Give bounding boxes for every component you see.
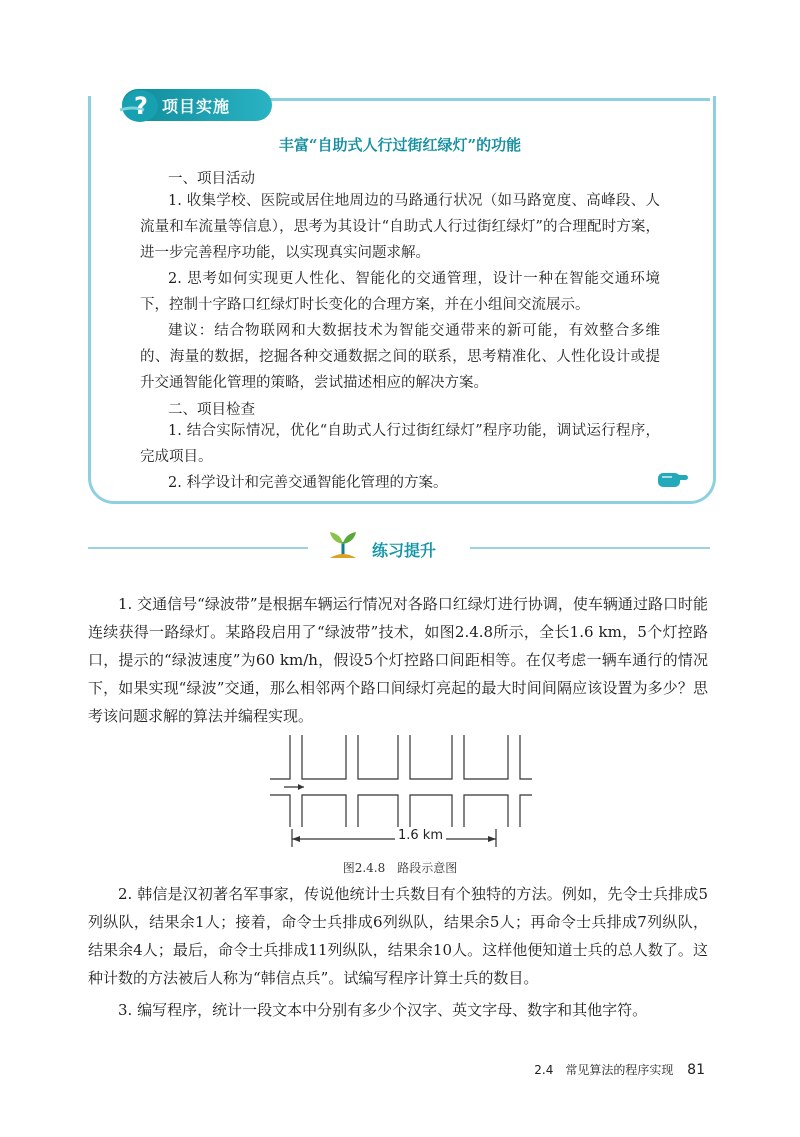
project-box-top-border [262, 98, 710, 101]
section-heading-check: 二、项目检查 [168, 402, 255, 418]
check-2: 2. 科学设计和完善交通智能化管理的方案。 [168, 475, 448, 491]
sprout-icon [326, 528, 360, 562]
question-2: 2. 韩信是汉初著名军事家，传说他统计士兵数目有个独特的方法。例如，先令士兵排成5列纵队，结果余1人；接着，命令士兵排成6列纵队，结果余5人；再命令士兵排成7列纵队，结果余4人；最后，命令士兵排成11列纵队，结果余10人。这样他便知道士兵的总人数了。这种计数的方法被后人称为“韩信点兵”。试编写程序计算士兵的数目。 [88, 885, 708, 987]
section-divider-right [470, 547, 710, 549]
footer-section: 2.4 常见算法的程序实现 [534, 1063, 674, 1077]
pointing-hand-icon [656, 467, 690, 491]
banner-label: 项目实施 [162, 97, 231, 116]
distance-label: 1.6 km [395, 828, 446, 843]
question-3: 3. 编写程序，统计一段文本中分别有多少个汉字、英文字母、数字和其他字符。 [118, 1001, 648, 1019]
section-heading-activity: 一、项目活动 [168, 171, 255, 187]
section-divider-left [88, 547, 308, 549]
activity-2: 2. 思考如何实现更人性化、智能化的交通管理，设计一种在智能交通环境下，控制十字路口红绿灯时长变化的合理方案，并在小组间交流展示。 [140, 271, 660, 313]
practice-title: 练习提升 [372, 541, 437, 560]
figure-caption: 图2.4.8 路段示意图 [342, 861, 458, 875]
project-title: 丰富“自助式人行过街红绿灯”的功能 [278, 136, 522, 154]
check-1: 1. 结合实际情况，优化“自助式人行过街红绿灯”程序功能，调试运行程序，完成项目。 [140, 423, 660, 465]
question-mark-icon [118, 86, 160, 124]
svg-text:?: ? [134, 92, 148, 120]
page-number: 81 [687, 1062, 705, 1078]
page-footer [534, 1061, 705, 1078]
suggestion: 建议：结合物联网和大数据技术为智能交通带来的新可能，有效整合多维的、海量的数据，挖掘各种交通数据之间的联系，思考精准化、人性化设计或提升交通智能化管理的策略，尝试描述相应的解决方案。 [140, 323, 660, 391]
activity-1: 1. 收集学校、医院或居住地周边的马路通行状况（如马路宽度、高峰段、人流量和车流量等信息），思考为其设计“自助式人行过街红绿灯”的合理配时方案，进一步完善程序功能，以实现真实问题求解。 [140, 193, 660, 261]
question-1: 1. 交通信号“绿波带”是根据车辆运行情况对各路口红绿灯进行协调，使车辆通过路口时能连续获得一路绿灯。某路段启用了“绿波带”技术，如图2.4.8所示，全长1.6 km，5个灯控路口，提示的“绿波速度”为60 km/h，假设5个灯控路口间距相等。在仅考虑一辆车通行的情况下，如果实现“绿波”交通，那么相邻两个路口间绿灯亮起的最大时间间隔应该设置为多少？思考该问题求解的算法并编程实现。 [88, 595, 708, 725]
